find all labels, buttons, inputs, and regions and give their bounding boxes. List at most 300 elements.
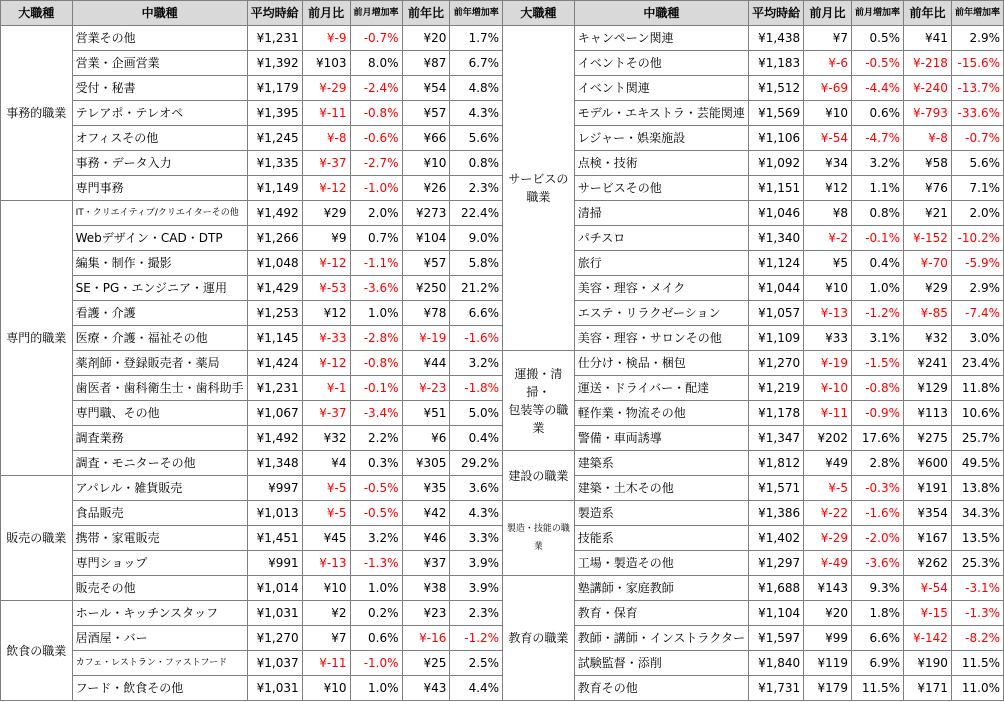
mom-rate-cell: -4.7% bbox=[852, 126, 904, 151]
yoy-rate-cell: 3.3% bbox=[450, 526, 503, 551]
yoy-cell: ¥-8 bbox=[904, 126, 952, 151]
yoy-cell: ¥78 bbox=[402, 301, 450, 326]
subcategory-cell: 製造系 bbox=[574, 501, 748, 526]
mom-cell: ¥-6 bbox=[804, 51, 852, 76]
category-cell: 事務的職業 bbox=[1, 26, 73, 201]
mom-cell: ¥29 bbox=[302, 201, 350, 226]
subcategory-cell: 医療・介護・福祉その他 bbox=[72, 326, 247, 351]
yoy-rate-cell: -1.8% bbox=[450, 376, 503, 401]
mom-rate-cell: -0.8% bbox=[852, 376, 904, 401]
mom-cell: ¥49 bbox=[804, 451, 852, 476]
mom-rate-cell: 2.8% bbox=[852, 451, 904, 476]
subcategory-cell: オフィスその他 bbox=[72, 126, 247, 151]
mom-cell: ¥-2 bbox=[804, 226, 852, 251]
yoy-cell: ¥26 bbox=[402, 176, 450, 201]
yoy-rate-cell: 3.9% bbox=[450, 576, 503, 601]
yoy-cell: ¥37 bbox=[402, 551, 450, 576]
mom-cell: ¥-12 bbox=[302, 176, 350, 201]
mom-cell: ¥-29 bbox=[804, 526, 852, 551]
yoy-rate-cell: 11.5% bbox=[951, 651, 1003, 676]
avg-wage-cell: ¥1,151 bbox=[749, 176, 804, 201]
mom-cell: ¥-49 bbox=[804, 551, 852, 576]
header-subcategory: 中職種 bbox=[72, 1, 247, 26]
avg-wage-cell: ¥1,219 bbox=[749, 376, 804, 401]
avg-wage-cell: ¥1,569 bbox=[749, 101, 804, 126]
avg-wage-cell: ¥1,057 bbox=[749, 301, 804, 326]
avg-wage-cell: ¥1,571 bbox=[749, 476, 804, 501]
header-avg-wage: 平均時給 bbox=[749, 1, 804, 26]
mom-rate-cell: -2.0% bbox=[852, 526, 904, 551]
header-mom-rate: 前月増加率 bbox=[350, 1, 402, 26]
category-cell: サービスの職業 bbox=[503, 26, 575, 351]
yoy-rate-cell: 21.2% bbox=[450, 276, 503, 301]
mom-rate-cell: 0.8% bbox=[852, 201, 904, 226]
table-row bbox=[1, 476, 1004, 501]
yoy-cell: ¥171 bbox=[904, 676, 952, 701]
avg-wage-cell: ¥1,395 bbox=[247, 101, 302, 126]
mom-rate-cell: -1.2% bbox=[852, 301, 904, 326]
avg-wage-cell: ¥1,179 bbox=[247, 76, 302, 101]
mom-rate-cell: 2.0% bbox=[350, 201, 402, 226]
mom-cell: ¥-33 bbox=[302, 326, 350, 351]
yoy-cell: ¥305 bbox=[402, 451, 450, 476]
mom-rate-cell: -1.3% bbox=[350, 551, 402, 576]
mom-rate-cell: -0.5% bbox=[852, 51, 904, 76]
mom-cell: ¥7 bbox=[804, 26, 852, 51]
header-category: 大職種 bbox=[1, 1, 73, 26]
yoy-cell: ¥25 bbox=[402, 651, 450, 676]
subcategory-cell: 専門事務 bbox=[72, 176, 247, 201]
subcategory-cell: エステ・リラクゼーション bbox=[574, 301, 748, 326]
mom-rate-cell: 1.8% bbox=[852, 601, 904, 626]
yoy-cell: ¥600 bbox=[904, 451, 952, 476]
mom-rate-cell: -0.5% bbox=[350, 501, 402, 526]
mom-cell: ¥-37 bbox=[302, 151, 350, 176]
subcategory-cell: 販売その他 bbox=[72, 576, 247, 601]
mom-rate-cell: 0.7% bbox=[350, 226, 402, 251]
subcategory-cell: 食品販売 bbox=[72, 501, 247, 526]
mom-cell: ¥12 bbox=[302, 301, 350, 326]
yoy-rate-cell: -15.6% bbox=[951, 51, 1003, 76]
avg-wage-cell: ¥1,145 bbox=[247, 326, 302, 351]
yoy-rate-cell: 4.3% bbox=[450, 501, 503, 526]
mom-cell: ¥-1 bbox=[302, 376, 350, 401]
yoy-cell: ¥57 bbox=[402, 101, 450, 126]
subcategory-cell: 清掃 bbox=[574, 201, 748, 226]
yoy-cell: ¥-16 bbox=[402, 626, 450, 651]
avg-wage-cell: ¥1,688 bbox=[749, 576, 804, 601]
mom-cell: ¥103 bbox=[302, 51, 350, 76]
mom-cell: ¥4 bbox=[302, 451, 350, 476]
mom-rate-cell: 3.2% bbox=[350, 526, 402, 551]
mom-cell: ¥-11 bbox=[804, 401, 852, 426]
mom-rate-cell: -0.1% bbox=[852, 226, 904, 251]
avg-wage-cell: ¥1,106 bbox=[749, 126, 804, 151]
mom-cell: ¥10 bbox=[804, 276, 852, 301]
category-cell: 教育の職業 bbox=[503, 576, 575, 701]
subcategory-cell: 仕分け・検品・梱包 bbox=[574, 351, 748, 376]
avg-wage-cell: ¥1,402 bbox=[749, 526, 804, 551]
avg-wage-cell: ¥1,031 bbox=[247, 676, 302, 701]
subcategory-cell: ホール・キッチンスタッフ bbox=[72, 601, 247, 626]
avg-wage-cell: ¥1,840 bbox=[749, 651, 804, 676]
yoy-cell: ¥-54 bbox=[904, 576, 952, 601]
table-row bbox=[1, 226, 1004, 251]
mom-rate-cell: -3.6% bbox=[350, 276, 402, 301]
subcategory-cell: 試験監督・添削 bbox=[574, 651, 748, 676]
mom-rate-cell: 0.4% bbox=[852, 251, 904, 276]
yoy-rate-cell: 25.7% bbox=[951, 426, 1003, 451]
subcategory-cell: レジャー・娯楽施設 bbox=[574, 126, 748, 151]
yoy-rate-cell: 2.0% bbox=[951, 201, 1003, 226]
mom-cell: ¥-13 bbox=[302, 551, 350, 576]
yoy-rate-cell: -1.6% bbox=[450, 326, 503, 351]
subcategory-cell: 営業・企画営業 bbox=[72, 51, 247, 76]
avg-wage-cell: ¥1,104 bbox=[749, 601, 804, 626]
yoy-cell: ¥66 bbox=[402, 126, 450, 151]
header-yoy-rate: 前年増加率 bbox=[450, 1, 503, 26]
yoy-cell: ¥51 bbox=[402, 401, 450, 426]
yoy-rate-cell: 0.8% bbox=[450, 151, 503, 176]
yoy-rate-cell: -1.3% bbox=[951, 601, 1003, 626]
avg-wage-cell: ¥1,597 bbox=[749, 626, 804, 651]
yoy-cell: ¥57 bbox=[402, 251, 450, 276]
mom-cell: ¥-12 bbox=[302, 351, 350, 376]
mom-rate-cell: -1.6% bbox=[852, 501, 904, 526]
subcategory-cell: Webデザイン・CAD・DTP bbox=[72, 226, 247, 251]
yoy-rate-cell: 23.4% bbox=[951, 351, 1003, 376]
yoy-rate-cell: -7.4% bbox=[951, 301, 1003, 326]
avg-wage-cell: ¥1,392 bbox=[247, 51, 302, 76]
mom-cell: ¥-5 bbox=[804, 476, 852, 501]
subcategory-cell: テレアポ・テレオペ bbox=[72, 101, 247, 126]
avg-wage-cell: ¥1,245 bbox=[247, 126, 302, 151]
mom-rate-cell: 1.0% bbox=[852, 276, 904, 301]
subcategory-cell: 教師・講師・インストラクター bbox=[574, 626, 748, 651]
subcategory-cell: モデル・エキストラ・芸能関連 bbox=[574, 101, 748, 126]
yoy-cell: ¥54 bbox=[402, 76, 450, 101]
yoy-cell: ¥-240 bbox=[904, 76, 952, 101]
category-cell: 専門的職業 bbox=[1, 201, 73, 476]
table-row bbox=[1, 601, 1004, 626]
mom-rate-cell: 9.3% bbox=[852, 576, 904, 601]
subcategory-cell: 調査業務 bbox=[72, 426, 247, 451]
yoy-rate-cell: -13.7% bbox=[951, 76, 1003, 101]
yoy-rate-cell: 13.5% bbox=[951, 526, 1003, 551]
mom-rate-cell: 1.0% bbox=[350, 576, 402, 601]
header-subcategory: 中職種 bbox=[574, 1, 748, 26]
yoy-cell: ¥275 bbox=[904, 426, 952, 451]
mom-rate-cell: 17.6% bbox=[852, 426, 904, 451]
mom-rate-cell: -1.1% bbox=[350, 251, 402, 276]
subcategory-cell: 塾講師・家庭教師 bbox=[574, 576, 748, 601]
mom-cell: ¥34 bbox=[804, 151, 852, 176]
mom-rate-cell: -0.5% bbox=[350, 476, 402, 501]
mom-rate-cell: 6.9% bbox=[852, 651, 904, 676]
yoy-cell: ¥76 bbox=[904, 176, 952, 201]
mom-rate-cell: 11.5% bbox=[852, 676, 904, 701]
mom-cell: ¥119 bbox=[804, 651, 852, 676]
yoy-rate-cell: 9.0% bbox=[450, 226, 503, 251]
yoy-cell: ¥32 bbox=[904, 326, 952, 351]
mom-rate-cell: 3.2% bbox=[852, 151, 904, 176]
avg-wage-cell: ¥1,046 bbox=[749, 201, 804, 226]
mom-cell: ¥2 bbox=[302, 601, 350, 626]
table-row bbox=[1, 201, 1004, 226]
yoy-cell: ¥42 bbox=[402, 501, 450, 526]
subcategory-cell: 工場・製造その他 bbox=[574, 551, 748, 576]
subcategory-cell: 専門職、その他 bbox=[72, 401, 247, 426]
subcategory-cell: IT・クリエイティブ/クリエイターその他 bbox=[72, 201, 247, 226]
yoy-cell: ¥191 bbox=[904, 476, 952, 501]
mom-rate-cell: 0.2% bbox=[350, 601, 402, 626]
mom-cell: ¥-37 bbox=[302, 401, 350, 426]
header-row bbox=[1, 1, 1004, 26]
avg-wage-cell: ¥1,253 bbox=[247, 301, 302, 326]
yoy-cell: ¥87 bbox=[402, 51, 450, 76]
avg-wage-cell: ¥1,270 bbox=[749, 351, 804, 376]
header-mom: 前月比 bbox=[804, 1, 852, 26]
yoy-cell: ¥354 bbox=[904, 501, 952, 526]
mom-rate-cell: -3.4% bbox=[350, 401, 402, 426]
mom-rate-cell: -1.0% bbox=[350, 176, 402, 201]
table-row bbox=[1, 626, 1004, 651]
mom-cell: ¥-12 bbox=[302, 251, 350, 276]
mom-rate-cell: -2.8% bbox=[350, 326, 402, 351]
yoy-rate-cell: 2.9% bbox=[951, 26, 1003, 51]
yoy-rate-cell: 7.1% bbox=[951, 176, 1003, 201]
avg-wage-cell: ¥1,340 bbox=[749, 226, 804, 251]
subcategory-cell: 点検・技術 bbox=[574, 151, 748, 176]
subcategory-cell: 調査・モニターその他 bbox=[72, 451, 247, 476]
yoy-cell: ¥43 bbox=[402, 676, 450, 701]
yoy-cell: ¥10 bbox=[402, 151, 450, 176]
yoy-rate-cell: 3.9% bbox=[450, 551, 503, 576]
subcategory-cell: SE・PG・エンジニア・運用 bbox=[72, 276, 247, 301]
yoy-rate-cell: 5.6% bbox=[450, 126, 503, 151]
yoy-rate-cell: 4.4% bbox=[450, 676, 503, 701]
subcategory-cell: 技能系 bbox=[574, 526, 748, 551]
table-row bbox=[1, 676, 1004, 701]
avg-wage-cell: ¥1,512 bbox=[749, 76, 804, 101]
header-avg-wage: 平均時給 bbox=[247, 1, 302, 26]
yoy-cell: ¥262 bbox=[904, 551, 952, 576]
avg-wage-cell: ¥1,231 bbox=[247, 376, 302, 401]
mom-cell: ¥-19 bbox=[804, 351, 852, 376]
header-yoy: 前年比 bbox=[402, 1, 450, 26]
mom-rate-cell: -0.6% bbox=[350, 126, 402, 151]
yoy-rate-cell: -8.2% bbox=[951, 626, 1003, 651]
subcategory-cell: 軽作業・物流その他 bbox=[574, 401, 748, 426]
avg-wage-cell: ¥1,386 bbox=[749, 501, 804, 526]
yoy-cell: ¥-793 bbox=[904, 101, 952, 126]
mom-cell: ¥32 bbox=[302, 426, 350, 451]
yoy-rate-cell: 3.0% bbox=[951, 326, 1003, 351]
table-row bbox=[1, 176, 1004, 201]
header-mom-rate: 前月増加率 bbox=[852, 1, 904, 26]
subcategory-cell: 居酒屋・バー bbox=[72, 626, 247, 651]
table-row bbox=[1, 551, 1004, 576]
yoy-cell: ¥241 bbox=[904, 351, 952, 376]
yoy-cell: ¥-70 bbox=[904, 251, 952, 276]
subcategory-cell: 事務・データ入力 bbox=[72, 151, 247, 176]
subcategory-cell: 営業その他 bbox=[72, 26, 247, 51]
subcategory-cell: サービスその他 bbox=[574, 176, 748, 201]
subcategory-cell: パチスロ bbox=[574, 226, 748, 251]
yoy-cell: ¥20 bbox=[402, 26, 450, 51]
mom-rate-cell: 1.1% bbox=[852, 176, 904, 201]
yoy-cell: ¥58 bbox=[904, 151, 952, 176]
category-cell: 製造・技能の職業 bbox=[503, 501, 575, 576]
avg-wage-cell: ¥1,092 bbox=[749, 151, 804, 176]
avg-wage-cell: ¥1,297 bbox=[749, 551, 804, 576]
header-category: 大職種 bbox=[503, 1, 575, 26]
avg-wage-cell: ¥1,178 bbox=[749, 401, 804, 426]
table-row bbox=[1, 526, 1004, 551]
category-cell: 飲食の職業 bbox=[1, 601, 73, 701]
yoy-cell: ¥-15 bbox=[904, 601, 952, 626]
mom-cell: ¥10 bbox=[804, 101, 852, 126]
header-yoy-rate: 前年増加率 bbox=[951, 1, 1003, 26]
table-row bbox=[1, 651, 1004, 676]
subcategory-cell: 警備・車両誘導 bbox=[574, 426, 748, 451]
mom-rate-cell: -0.1% bbox=[350, 376, 402, 401]
mom-cell: ¥-54 bbox=[804, 126, 852, 151]
mom-cell: ¥5 bbox=[804, 251, 852, 276]
table-row bbox=[1, 301, 1004, 326]
mom-rate-cell: -1.0% bbox=[350, 651, 402, 676]
avg-wage-cell: ¥1,429 bbox=[247, 276, 302, 301]
yoy-rate-cell: 1.7% bbox=[450, 26, 503, 51]
table-row bbox=[1, 251, 1004, 276]
mom-rate-cell: -0.7% bbox=[350, 26, 402, 51]
mom-cell: ¥12 bbox=[804, 176, 852, 201]
yoy-cell: ¥46 bbox=[402, 526, 450, 551]
table-row bbox=[1, 326, 1004, 351]
mom-rate-cell: 1.0% bbox=[350, 301, 402, 326]
avg-wage-cell: ¥1,149 bbox=[247, 176, 302, 201]
avg-wage-cell: ¥1,013 bbox=[247, 501, 302, 526]
mom-cell: ¥7 bbox=[302, 626, 350, 651]
yoy-rate-cell: -0.7% bbox=[951, 126, 1003, 151]
subcategory-cell: 携帯・家電販売 bbox=[72, 526, 247, 551]
yoy-rate-cell: 6.7% bbox=[450, 51, 503, 76]
yoy-cell: ¥41 bbox=[904, 26, 952, 51]
mom-rate-cell: -1.5% bbox=[852, 351, 904, 376]
mom-cell: ¥10 bbox=[302, 676, 350, 701]
subcategory-cell: フード・飲食その他 bbox=[72, 676, 247, 701]
mom-rate-cell: -2.4% bbox=[350, 76, 402, 101]
mom-rate-cell: 6.6% bbox=[852, 626, 904, 651]
table-row bbox=[1, 276, 1004, 301]
subcategory-cell: アパレル・雑貨販売 bbox=[72, 476, 247, 501]
mom-cell: ¥202 bbox=[804, 426, 852, 451]
table-row bbox=[1, 126, 1004, 151]
mom-rate-cell: 8.0% bbox=[350, 51, 402, 76]
mom-cell: ¥10 bbox=[302, 576, 350, 601]
mom-cell: ¥-22 bbox=[804, 501, 852, 526]
yoy-rate-cell: 4.8% bbox=[450, 76, 503, 101]
mom-cell: ¥9 bbox=[302, 226, 350, 251]
avg-wage-cell: ¥1,438 bbox=[749, 26, 804, 51]
subcategory-cell: 編集・制作・撮影 bbox=[72, 251, 247, 276]
yoy-rate-cell: 49.5% bbox=[951, 451, 1003, 476]
yoy-cell: ¥129 bbox=[904, 376, 952, 401]
table-row bbox=[1, 76, 1004, 101]
yoy-rate-cell: 2.3% bbox=[450, 176, 503, 201]
yoy-cell: ¥38 bbox=[402, 576, 450, 601]
mom-cell: ¥8 bbox=[804, 201, 852, 226]
yoy-rate-cell: 2.3% bbox=[450, 601, 503, 626]
yoy-rate-cell: 3.6% bbox=[450, 476, 503, 501]
avg-wage-cell: ¥1,451 bbox=[247, 526, 302, 551]
yoy-rate-cell: 11.0% bbox=[951, 676, 1003, 701]
yoy-rate-cell: 6.6% bbox=[450, 301, 503, 326]
subcategory-cell: イベントその他 bbox=[574, 51, 748, 76]
yoy-rate-cell: 11.8% bbox=[951, 376, 1003, 401]
mom-cell: ¥-5 bbox=[302, 501, 350, 526]
subcategory-cell: 教育その他 bbox=[574, 676, 748, 701]
yoy-cell: ¥250 bbox=[402, 276, 450, 301]
avg-wage-cell: ¥1,348 bbox=[247, 451, 302, 476]
mom-cell: ¥-5 bbox=[302, 476, 350, 501]
avg-wage-cell: ¥1,424 bbox=[247, 351, 302, 376]
mom-rate-cell: 0.5% bbox=[852, 26, 904, 51]
yoy-rate-cell: 2.5% bbox=[450, 651, 503, 676]
mom-rate-cell: -0.9% bbox=[852, 401, 904, 426]
category-cell: 販売の職業 bbox=[1, 476, 73, 601]
yoy-rate-cell: 5.8% bbox=[450, 251, 503, 276]
subcategory-cell: 旅行 bbox=[574, 251, 748, 276]
yoy-rate-cell: 5.6% bbox=[951, 151, 1003, 176]
subcategory-cell: 看護・介護 bbox=[72, 301, 247, 326]
table-row bbox=[1, 426, 1004, 451]
yoy-rate-cell: -33.6% bbox=[951, 101, 1003, 126]
yoy-cell: ¥-142 bbox=[904, 626, 952, 651]
yoy-cell: ¥113 bbox=[904, 401, 952, 426]
yoy-rate-cell: 13.8% bbox=[951, 476, 1003, 501]
yoy-cell: ¥190 bbox=[904, 651, 952, 676]
subcategory-cell: 美容・理容・メイク bbox=[574, 276, 748, 301]
yoy-rate-cell: -5.9% bbox=[951, 251, 1003, 276]
yoy-cell: ¥273 bbox=[402, 201, 450, 226]
mom-rate-cell: 0.3% bbox=[350, 451, 402, 476]
mom-rate-cell: 1.0% bbox=[350, 676, 402, 701]
avg-wage-cell: ¥1,044 bbox=[749, 276, 804, 301]
subcategory-cell: 受付・秘書 bbox=[72, 76, 247, 101]
yoy-cell: ¥29 bbox=[904, 276, 952, 301]
mom-cell: ¥20 bbox=[804, 601, 852, 626]
avg-wage-cell: ¥1,492 bbox=[247, 426, 302, 451]
subcategory-cell: 専門ショップ bbox=[72, 551, 247, 576]
mom-rate-cell: -2.7% bbox=[350, 151, 402, 176]
header-yoy: 前年比 bbox=[904, 1, 952, 26]
yoy-cell: ¥21 bbox=[904, 201, 952, 226]
mom-rate-cell: 0.6% bbox=[852, 101, 904, 126]
yoy-rate-cell: 0.4% bbox=[450, 426, 503, 451]
subcategory-cell: 美容・理容・サロンその他 bbox=[574, 326, 748, 351]
yoy-rate-cell: 3.2% bbox=[450, 351, 503, 376]
mom-cell: ¥45 bbox=[302, 526, 350, 551]
yoy-cell: ¥6 bbox=[402, 426, 450, 451]
header-mom: 前月比 bbox=[302, 1, 350, 26]
yoy-cell: ¥-19 bbox=[402, 326, 450, 351]
mom-rate-cell: -0.3% bbox=[852, 476, 904, 501]
mom-cell: ¥-10 bbox=[804, 376, 852, 401]
mom-cell: ¥33 bbox=[804, 326, 852, 351]
yoy-rate-cell: 2.9% bbox=[951, 276, 1003, 301]
avg-wage-cell: ¥1,492 bbox=[247, 201, 302, 226]
